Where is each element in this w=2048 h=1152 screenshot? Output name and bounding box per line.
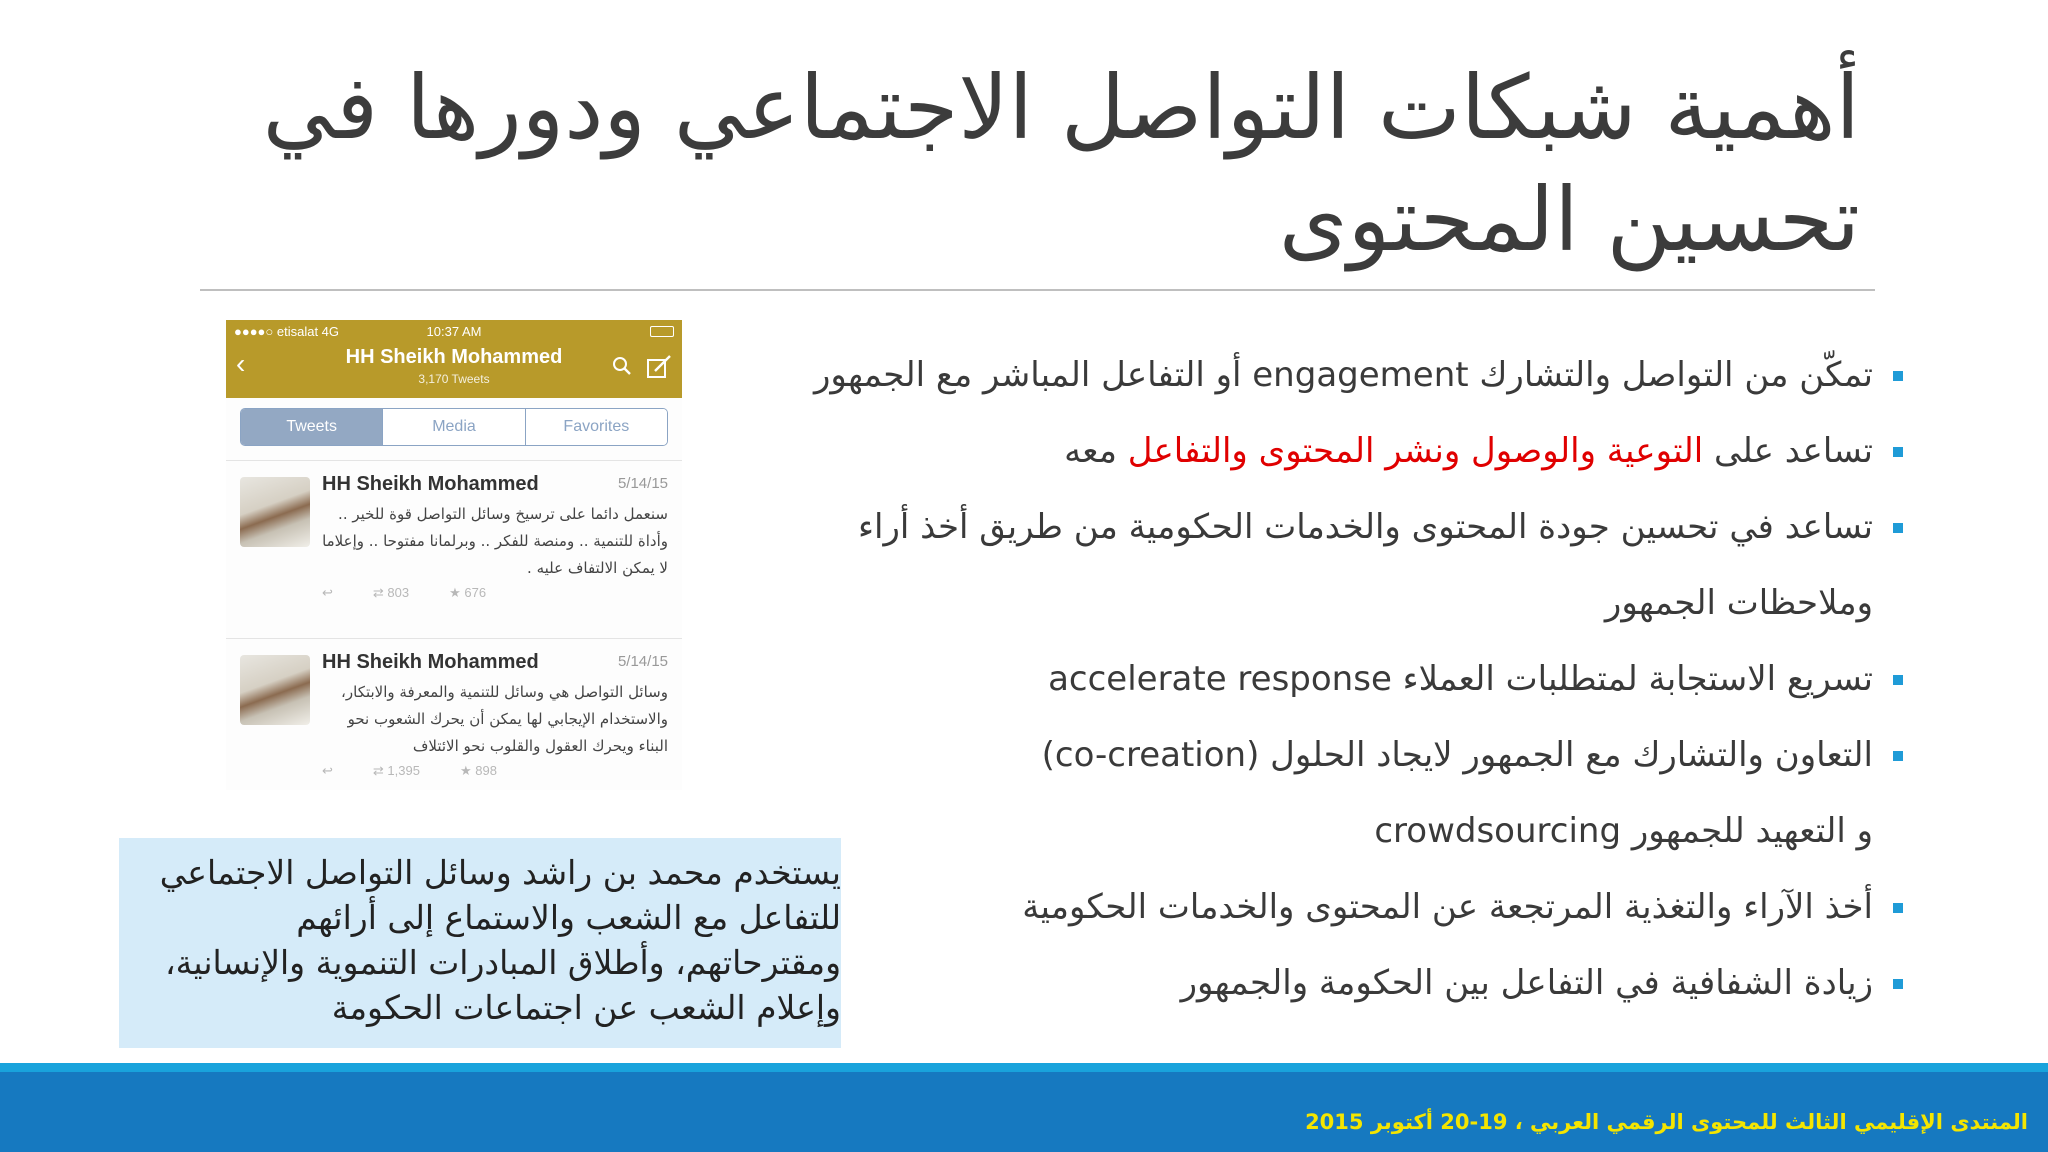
bullet-item (773, 963, 1873, 1003)
bullet-text: التعاون والتشارك مع الجمهور لايجاد الحلول (co-creation) (1041, 735, 1873, 775)
bullet-prefix: تساعد على (1703, 431, 1873, 471)
tab-media[interactable]: Media (383, 409, 525, 445)
back-chevron-icon[interactable]: ‹ (236, 348, 246, 379)
tweet-item[interactable] (226, 460, 682, 638)
bullet-text: زيادة الشفافية في التفاعل بين الحكومة والجمهور (1180, 963, 1873, 1003)
bullet-item (773, 507, 1873, 623)
bullet-continuation: وملاحظات الجمهور (1604, 583, 1873, 623)
bullet-item (773, 735, 1873, 851)
bullet-text: أخذ الآراء والتغذية المرتجعة عن المحتوى والخدمات الحكومية (1022, 887, 1873, 927)
bullet-continuation: و التعهيد للجمهور crowdsourcing (1374, 811, 1873, 851)
title-divider (200, 289, 1875, 291)
tweet-actions (322, 763, 497, 779)
twitter-screenshot (226, 320, 682, 790)
compose-icon[interactable] (646, 354, 672, 380)
favorite-count[interactable]: ★ 676 (449, 585, 487, 600)
bullet-highlight: التوعية والوصول ونشر المحتوى والتفاعل (1127, 431, 1704, 471)
tweet-date: 5/14/15 (617, 653, 668, 670)
retweet-count[interactable]: ⇄ 803 (372, 585, 410, 600)
favorite-count[interactable]: ★ 898 (459, 763, 497, 778)
tweet-item[interactable] (226, 638, 682, 816)
caption-box: يستخدم محمد بن راشد وسائل التواصل الاجتماعي للتفاعل مع الشعب والاستماع إلى أرائهم ومقترحاتهم، وأطلاق المبادرات التنموية والإنسانية، وإعلام الشعب عن اجتماعات الحكومة (119, 838, 841, 1048)
bullet-item (773, 431, 1873, 471)
bullet-marker (1893, 751, 1903, 761)
tweet-actions (322, 585, 486, 601)
bullet-text: تسريع الاستجابة لمتطلبات العملاء accelerate response (1048, 659, 1873, 699)
profile-tabs (240, 408, 668, 446)
tweet-count: 3,170 Tweets (418, 372, 490, 386)
bullet-item (773, 355, 1873, 395)
profile-title: HH Sheikh Mohammed (345, 346, 563, 368)
bullet-marker (1893, 903, 1903, 913)
tweet-author: HH Sheikh Mohammed (322, 651, 539, 673)
reply-icon[interactable]: ↩ (322, 763, 333, 778)
tweet-body: سنعمل دائما على ترسيخ وسائل التواصل قوة للخير .. وأداة للتنمية .. ومنصة للفكر .. وبرلمانا مفتوحا .. وإعلاما لا يمكن الالتفاف عليه . (322, 505, 668, 577)
avatar (240, 477, 310, 547)
reply-icon[interactable]: ↩ (322, 585, 333, 600)
retweet-count[interactable]: ⇄ 1,395 (372, 763, 420, 778)
bullet-marker (1893, 675, 1903, 685)
footer-accent-line (0, 1063, 2048, 1072)
tweet-author: HH Sheikh Mohammed (322, 473, 539, 495)
footer-text: المنتدى الإقليمي الثالث للمحتوى الرقمي العربي ، 19-20 أكتوبر 2015 (1305, 1110, 2028, 1134)
bullet-marker (1893, 523, 1903, 533)
tweet-body: وسائل التواصل هي وسائل للتنمية والمعرفة والابتكار، والاستخدام الإيجابي لها يمكن أن يحرك الشعوب نحو البناء ويحرك العقول والقلوب نحو الائتلاف (341, 683, 668, 755)
bullet-marker (1893, 371, 1903, 381)
search-icon[interactable] (612, 356, 632, 376)
bullet-text: تمكّن من التواصل والتشارك engagement أو التفاعل المباشر مع الجمهور (814, 355, 1873, 395)
tab-tweets[interactable]: Tweets (241, 409, 383, 445)
tab-favorites[interactable]: Favorites (526, 409, 667, 445)
bullet-marker (1893, 979, 1903, 989)
carrier-label: ●●●●○ etisalat 4G (234, 324, 340, 339)
bullet-text: تساعد في تحسين جودة المحتوى والخدمات الحكومية من طريق أخذ أراء (858, 507, 1873, 547)
twitter-header (226, 320, 682, 398)
slide-title: أهمية شبكات التواصل الاجتماعي ودورها في تحسين المحتوى (262, 56, 1860, 271)
bullet-item (773, 887, 1873, 927)
bullet-item (773, 659, 1873, 699)
bullet-list (773, 355, 1873, 1039)
status-time: 10:37 AM (426, 324, 482, 339)
bullet-suffix: معه (1064, 431, 1128, 471)
bullet-marker (1893, 447, 1903, 457)
tweet-date: 5/14/15 (617, 475, 668, 492)
avatar (240, 655, 310, 725)
